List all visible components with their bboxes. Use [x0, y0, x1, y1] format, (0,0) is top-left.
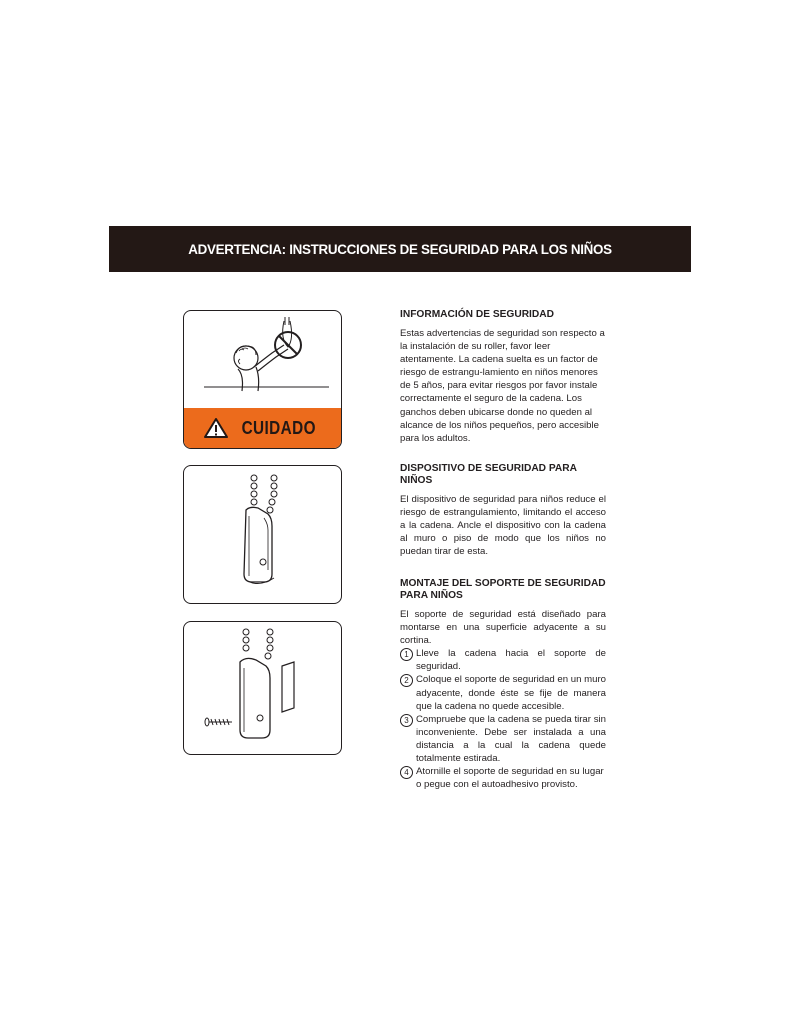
banner-title: ADVERTENCIA: INSTRUCCIONES DE SEGURIDAD PARA LOS NIÑOS [188, 241, 612, 257]
step-text: Lleve la cadena hacia el soporte de seguridad. [416, 648, 606, 673]
step-2 [400, 673, 606, 712]
bracket-mounting-illustration [184, 622, 341, 754]
child-chain-illustration-panel [183, 310, 342, 449]
step-number: 4 [400, 766, 413, 779]
step-1 [400, 647, 606, 673]
step-3 [400, 713, 606, 765]
section-body: El dispositivo de seguridad para niños reduce el riesgo de estrangulamiento, limitando el acceso a la cadena. Ancle el dispositivo con la cadena al muro o piso de modo que los niños no puedan tirar de esta. [400, 494, 606, 558]
safety-device-illustration-panel [183, 465, 342, 604]
step-text: Atornille el soporte de seguridad en su lugar o pegue con el autoadhesivo provisto. [416, 766, 604, 791]
step-number: 2 [400, 674, 413, 687]
safety-information-section [400, 309, 606, 445]
chain-safety-device-illustration [184, 466, 341, 603]
step-text: Coloque el soporte de seguridad en un muro adyacente, donde éste se fije de manera que la cadena no quede accesible. [416, 674, 606, 712]
step-number: 3 [400, 714, 413, 727]
mounting-illustration-panel [183, 621, 342, 755]
step-4 [400, 765, 606, 791]
step-text: Compruebe que la cadena se pueda tirar sin inconveniente. Debe ser instalada a una distancia a la cual la cadena quede totalmente estirada. [416, 713, 606, 765]
caution-label: CUIDADO [241, 417, 316, 438]
warning-triangle-icon [203, 417, 229, 439]
child-safety-device-section [400, 463, 606, 558]
section-title: INFORMACIÓN DE SEGURIDAD [400, 309, 554, 320]
caution-bar [184, 408, 341, 448]
section-title: DISPOSITIVO DE SEGURIDAD PARA NIÑOS [400, 463, 577, 486]
step-number: 1 [400, 648, 413, 661]
section-body: Estas advertencias de seguridad son respecto a la instalación de su roller, favor leer atentamente. La cadena suelta es un factor de riesgo de estrangu-lamiento en niños menores de 5 años, para evitar riesgos por favor instale correctamente el seguro de la cadena. Los ganchos deben ubicarse donde no queden al alcance de los niños pequeños, pero accesible para los adultos. [400, 328, 605, 444]
section-title: MONTAJE DEL SOPORTE DE SEGURIDAD PARA NIÑOS [400, 578, 606, 601]
warning-banner [109, 226, 691, 272]
mounting-instructions-section [400, 578, 606, 791]
section-intro: El soporte de seguridad está diseñado para montarse en una superficie adyacente a su cortina. [400, 609, 606, 647]
child-reaching-chain-illustration [184, 311, 341, 408]
